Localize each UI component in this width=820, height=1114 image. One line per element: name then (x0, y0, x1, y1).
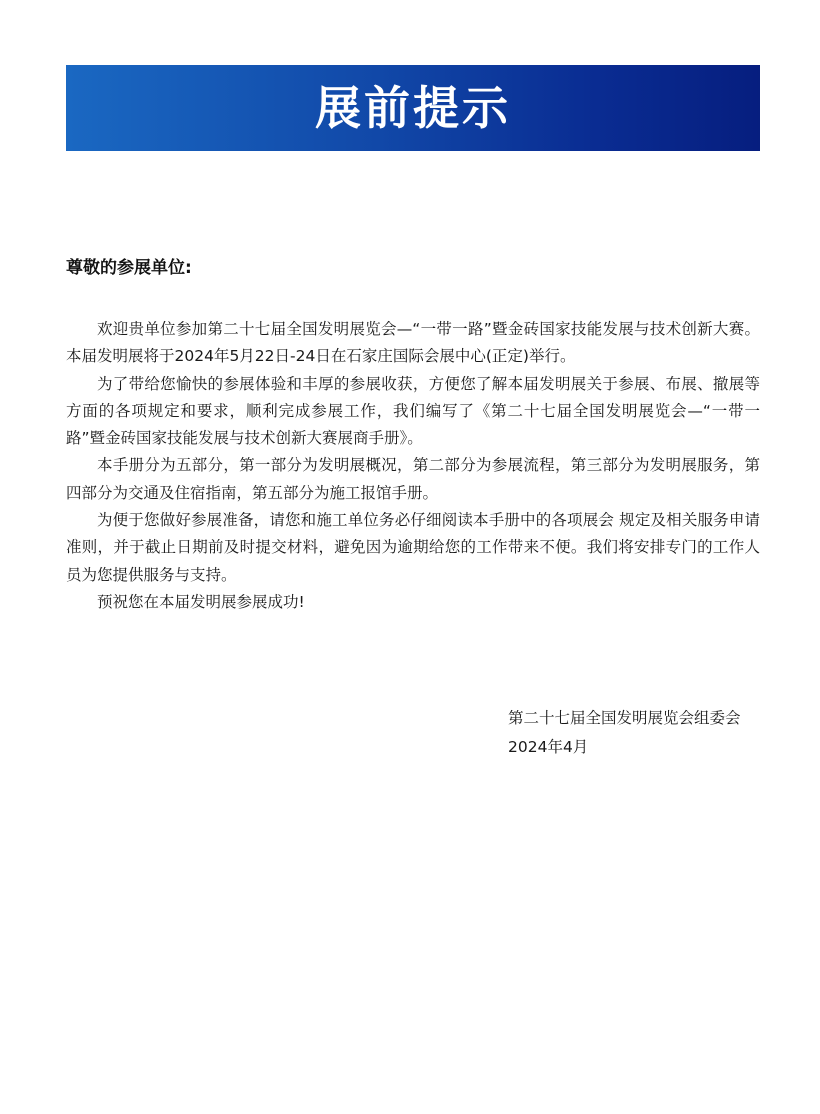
title-banner (66, 65, 760, 151)
paragraph-welcome: 欢迎贵单位参加第二十七届全国发明展览会—“一带一路”暨金砖国家技能发展与技术创新大赛。本届发明展将于2024年5月22日-24日在石家庄国际会展中心(正定)举行。 (66, 320, 760, 366)
signature-organization: 第二十七届全国发明展览会组委会 (508, 709, 741, 727)
salutation: 尊敬的参展单位: (66, 258, 192, 278)
signature-date: 2024年4月 (508, 738, 589, 756)
page-title: 展前提示 (315, 81, 511, 135)
paragraph-preparation-notice: 为便于您做好参展准备，请您和施工单位务必仔细阅读本手册中的各项展会 规定及相关服务申请准则，并于截止日期前及时提交材料，避免因为逾期给您的工作带来不便。我们将安排专门的工作人员为您提供服务与支持。 (66, 511, 760, 584)
paragraph-handbook-purpose: 为了带给您愉快的参展体验和丰厚的参展收获，方便您了解本届发明展关于参展、布展、撤展等方面的各项规定和要求，顺利完成参展工作，我们编写了《第二十七届全国发明展览会—“一带一路”暨金砖国家技能发展与技术创新大赛展商手册》。 (66, 374, 760, 448)
signature-block (508, 704, 768, 762)
paragraph-handbook-sections: 本手册分为五部分，第一部分为发明展概况，第二部分为参展流程，第三部分为发明展服务，第四部分为交通及住宿指南，第五部分为施工报馆手册。 (66, 456, 760, 502)
letter-body (66, 316, 760, 616)
paragraph-wishes: 预祝您在本届发明展参展成功! (97, 592, 305, 611)
